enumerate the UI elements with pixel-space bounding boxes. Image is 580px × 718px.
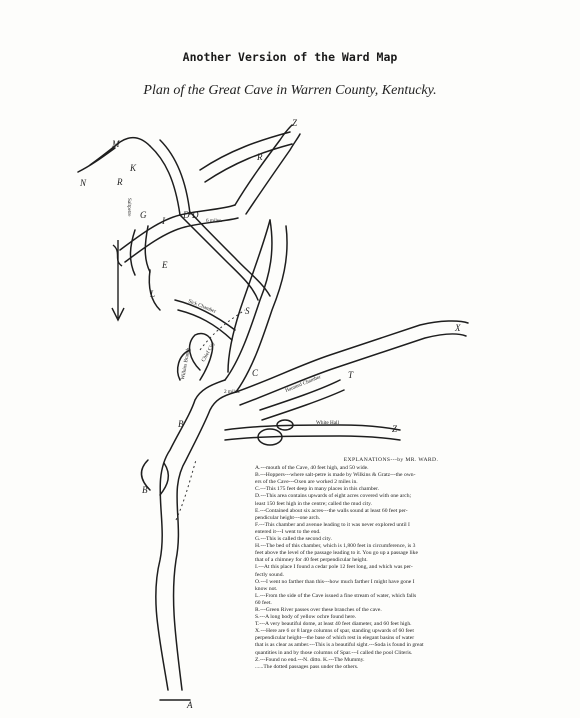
explanation-line: G.---This is called the second city.	[255, 536, 332, 543]
map-letter-R-left: R	[117, 177, 123, 187]
map-letter-D: D	[192, 210, 199, 220]
explanation-line: E.---Contained about six acres---the walls sound at least 60 feet per-	[255, 507, 408, 514]
map-title: Plan of the Great Cave in Warren County, Kentucky.	[143, 83, 437, 98]
explanation-line: pendicular height---one arch.	[255, 514, 321, 521]
passage-upper-D	[120, 205, 235, 250]
explanation-line: fectly sound.	[255, 571, 284, 578]
explanation-line: R.---Green River passes over these branches of the cave.	[255, 606, 382, 613]
explanation-line: that of a chimney for 40 feet perpendicular height.	[255, 557, 368, 564]
map-letter-A: A	[187, 700, 193, 710]
explanation-line: D.---This area contains upwards of eight acres covered with one arch;	[255, 493, 412, 500]
label-sick-chamber: Sick Chamber	[187, 298, 217, 315]
explanation-line: C.---This 175 feet deep in many places in this chamber.	[255, 486, 380, 493]
explanation-line: ......The dotted passages pass under the others.	[255, 663, 359, 670]
explanations-block	[255, 457, 527, 671]
explanation-line: S.---A long body of yellow ochre found here.	[255, 614, 357, 621]
map-letter-G: G	[140, 210, 147, 220]
map-letter-K: K	[130, 163, 137, 173]
map-letter-N: N	[80, 178, 87, 188]
passage-upper-R-2	[246, 134, 300, 214]
passage-white-hall-2	[225, 436, 400, 440]
map-letter-R-upper: R	[257, 152, 263, 162]
page-title: Another Version of the Ward Map	[182, 50, 398, 64]
explanation-line: ers of the Cave---Oxen are worked 2 miles in.	[255, 479, 358, 486]
explanation-line: F.---This chamber and avenue leading to it was never explored until I	[255, 521, 410, 528]
passage-central	[225, 220, 272, 380]
explanation-line: 60 feet.	[255, 599, 272, 606]
map-letter-Z-right: Z	[392, 424, 398, 434]
map-letter-T: T	[348, 370, 354, 380]
distance-2-miles: 2 miles.	[224, 389, 241, 395]
map-letter-E: E	[162, 260, 168, 270]
explanation-line: least 150 feet high in the centre; called the mud city.	[255, 500, 372, 507]
compass-arrow	[112, 240, 124, 320]
passage-S-avenue	[228, 220, 270, 372]
passage-upper-M	[150, 140, 190, 215]
explanation-line: H.---The bed of this chamber, which is 1,800 feet in circumference, is 3	[255, 543, 416, 550]
passage-central-2	[236, 226, 287, 392]
label-wilkins-branch: Wilkins Branch	[180, 347, 192, 381]
explanation-line: A.---mouth of the Cave, 40 feet high, and 50 wide.	[255, 465, 369, 472]
explanation-line: B.---Hoppers---where salt-petre is made by Wilkins & Gratz---the own-	[255, 472, 416, 479]
map-letter-I: I	[162, 216, 165, 226]
passage-T-to-X	[236, 321, 468, 392]
label-haunted-chamber: Haunted Chamber	[284, 374, 322, 394]
passage-main-lower	[156, 380, 225, 690]
explanation-line: feet above the level of the passage leading to it. You go up a passage like	[255, 550, 418, 557]
passage-upper-loop-2	[190, 212, 270, 296]
passage-top-right	[200, 132, 292, 182]
explanation-line: know not.	[255, 585, 278, 592]
explanation-line: T.---A very beautiful dome, at least 40 feet diameter, and 60 feet high.	[255, 621, 412, 628]
map-letter-M: M	[112, 139, 120, 149]
explanation-line: that is as clear as amber.---This is a beautiful sight.---Soda is found in great	[255, 642, 424, 649]
dotted-passage-1	[176, 460, 196, 520]
passage-upper-R	[235, 125, 292, 205]
passage-main-lower-2	[174, 392, 236, 690]
explanation-line: I.---At this place I found a cedar pole 12 feet long, and which was per-	[255, 564, 413, 571]
explanation-line: X.---Here are 6 or 8 large columns of spar, standing upwards of 60 feet	[255, 628, 414, 635]
map-letter-D2: D	[183, 210, 190, 220]
explanation-line: L.---From the side of the Cave issued a fine stream of water, which falls	[255, 592, 417, 599]
explanation-line: Z.---Found no end.---N. ditto. K.---The Mummy.	[255, 656, 365, 663]
map-letter-B-mid: B	[178, 419, 184, 429]
label-saltpetre: Saltpetre	[126, 198, 132, 217]
explanations-heading: EXPLANATIONS---by MR. WARD.	[343, 457, 439, 463]
map-letter-C: C	[252, 368, 259, 378]
passage-white-hall	[225, 425, 400, 430]
label-chief-city: Chief City	[200, 341, 217, 363]
explanation-line: entered it---I went to the end.	[255, 528, 321, 535]
explanation-line: perpendicular height---the base of which rest in elegant basins of water	[255, 635, 415, 642]
map-letter-Z-top: Z	[292, 118, 298, 128]
distance-6-miles: 6 miles.	[206, 218, 223, 224]
explanation-line: quantities in and by those columns of Spar.---I called the pool Cliteris.	[255, 649, 413, 656]
map-letter-B-low: B	[142, 485, 148, 495]
passage-upper-loop	[180, 215, 258, 300]
label-white-hall: White Hall	[316, 420, 339, 426]
map-letter-X: X	[455, 323, 461, 333]
map-letter-L: L	[150, 289, 156, 299]
explanation-line: O.---I went no farther than this---how much farther I might have gone I	[255, 578, 415, 585]
map-letter-S: S	[245, 306, 250, 316]
